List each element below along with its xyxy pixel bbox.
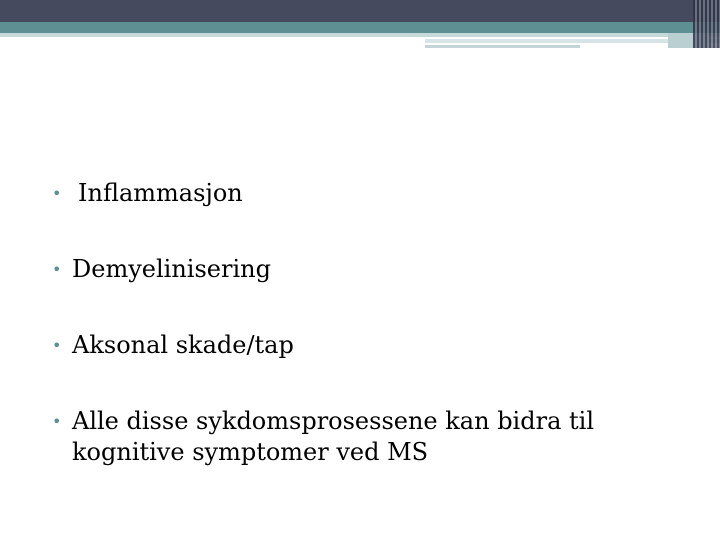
bullet-dot-icon: •: [52, 260, 62, 279]
bullet-text: Inflammasjon: [78, 179, 243, 207]
header-band-accent-line-short: [425, 45, 580, 48]
bullet-dot-icon: •: [52, 412, 62, 431]
bullet-dot-icon: •: [52, 184, 62, 203]
header-band-light: [0, 33, 720, 37]
corner-grip-decoration: [693, 0, 720, 48]
bullet-list: [52, 178, 672, 468]
bullet-item-aksonal-skade: [52, 330, 672, 361]
header-band-teal: [0, 22, 720, 33]
bullet-dot-icon: •: [52, 336, 62, 355]
bullet-text: Demyelinisering: [72, 255, 271, 283]
bullet-text: Aksonal skade/tap: [72, 331, 294, 359]
bullet-text: Alle disse sykdomsprosessene kan bidra til kognitive symptomer ved MS: [72, 407, 594, 466]
header-band-dark: [0, 0, 720, 22]
bullet-item-inflammasjon: [52, 178, 672, 209]
bullet-item-kognitive-symptomer: [52, 406, 672, 468]
bullet-item-demyelinisering: [52, 254, 672, 285]
